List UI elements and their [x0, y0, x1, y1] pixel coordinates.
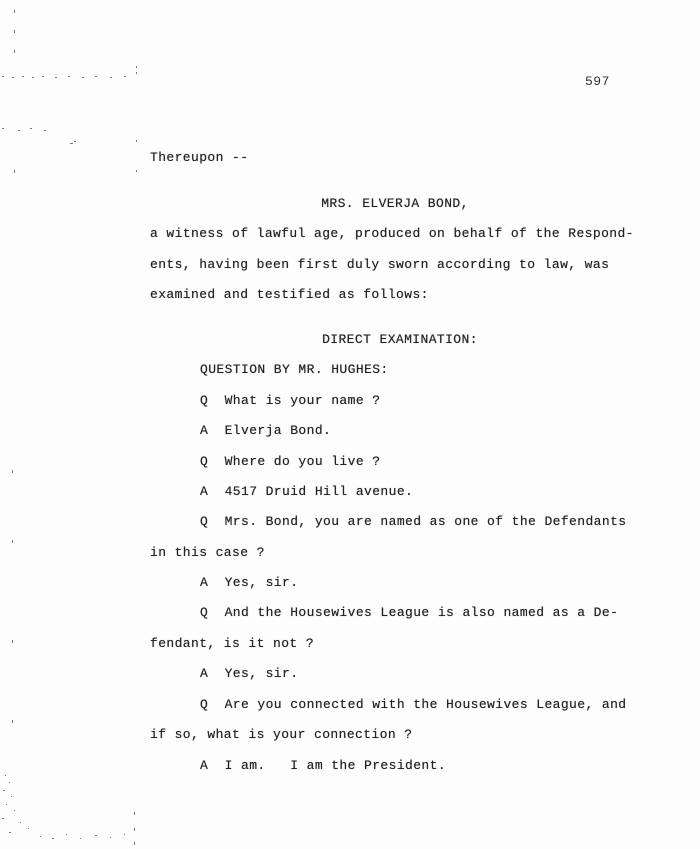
question-4-line-1: Q And the Housewives League is also named as a De-: [200, 605, 619, 620]
section-heading: DIRECT EXAMINATION:: [322, 332, 478, 347]
answer-4: A Yes, sir.: [200, 666, 299, 681]
answer-3: A Yes, sir.: [200, 575, 299, 590]
question-3-line-2: in this case ?: [150, 545, 265, 560]
intro-line-1: a witness of lawful age, produced on behalf of the Respond-: [150, 226, 634, 241]
answer-2: A 4517 Druid Hill avenue.: [200, 484, 414, 499]
answer-1: A Elverja Bond.: [200, 423, 332, 438]
thereupon-line: Thereupon --: [150, 150, 249, 165]
question-4-line-2: fendant, is it not ?: [150, 636, 315, 651]
questioner-line: QUESTION BY MR. HUGHES:: [200, 362, 389, 377]
question-3-line-1: Q Mrs. Bond, you are named as one of the Defendants: [200, 514, 627, 529]
witness-name: MRS. ELVERJA BOND,: [321, 196, 469, 211]
page-number: 597: [585, 74, 610, 89]
intro-line-3: examined and testified as follows:: [150, 287, 429, 302]
question-1: Q What is your name ?: [200, 393, 381, 408]
intro-line-2: ents, having been first duly sworn according to law, was: [150, 257, 610, 272]
question-5-line-2: if so, what is your connection ?: [150, 727, 413, 742]
question-2: Q Where do you live ?: [200, 454, 381, 469]
question-5-line-1: Q Are you connected with the Housewives League, and: [200, 697, 627, 712]
answer-5: A I am. I am the President.: [200, 758, 447, 773]
